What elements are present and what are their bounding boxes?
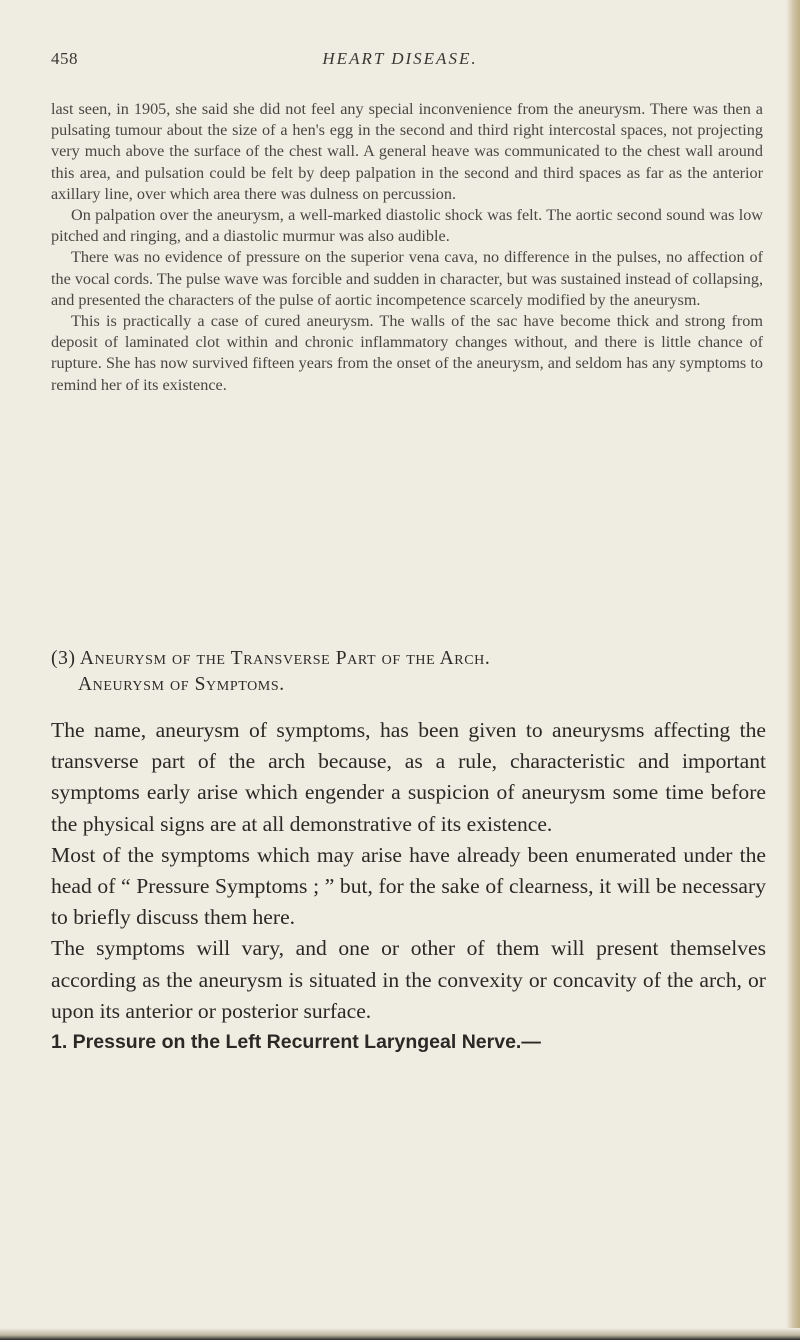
paragraph: last seen, in 1905, she said she did not feel any special inconvenience from the aneurysm. There was then a pulsating tumour about the size of a hen's egg in the second and third right intercostal spaces, not projecting very much above the surface of the chest wall. A general heave was communicated to the chest wall around this area, and pulsation could be felt by deep palpation in the second and third spaces as far as the anterior axillary line, over which area there was dulness on percussion. bbox=[51, 100, 763, 203]
page-bottom-edge bbox=[0, 1328, 800, 1340]
paragraph: On palpation over the aneurysm, a well-marked diastolic shock was felt. The aortic second sound was low pitched and ringing, and a diastolic murmur was also audible. bbox=[51, 206, 763, 246]
section-body bbox=[51, 715, 766, 1058]
section-heading-line-1: (3) Aneurysm of the Transverse Part of the Arch. bbox=[51, 648, 491, 669]
page-edge-shadow bbox=[786, 0, 800, 1340]
running-head: HEART DISEASE. bbox=[322, 49, 478, 68]
paragraph: The name, aneurysm of symptoms, has been given to aneurysms affecting the transverse part of the arch because, as a rule, characteristic and important symptoms early arise which engender a suspicion of aneurysm some time before the physical signs are at all demonstrative of its existence. bbox=[51, 718, 766, 836]
paragraph: The symptoms will vary, and one or other of them will present themselves according as the aneurysm is situated in the convexity or concavity of the arch, or upon its anterior or posterior surface. bbox=[51, 936, 766, 1023]
page-header bbox=[0, 49, 800, 79]
paragraph: There was no evidence of pressure on the superior vena cava, no difference in the pulses, no affection of the vocal cords. The pulse wave was forcible and sudden in character, but was sustained instead of collapsing, and presented the characters of the pulse of aortic incompetence scarcely modified by the aneurysm. bbox=[51, 248, 763, 309]
paragraph: This is practically a case of cured aneurysm. The walls of the sac have become thick and strong from deposit of laminated clot within and chronic inflammatory changes without, and there is little chance of rupture. She has now survived fifteen years from the onset of the aneurysm, and seldom has any symptoms to remind her of its existence. bbox=[51, 312, 763, 394]
section-heading-line-2: Aneurysm of Symptoms. bbox=[78, 674, 285, 695]
page-number: 458 bbox=[51, 49, 78, 68]
case-report-text bbox=[51, 99, 763, 396]
subsection-heading: 1. Pressure on the Left Recurrent Laryngeal Nerve.— bbox=[51, 1031, 541, 1054]
paragraph: Most of the symptoms which may arise have already been enumerated under the head of “ Pressure Symptoms ; ” but, for the sake of clearness, it will be necessary to briefly discuss them here. bbox=[51, 842, 766, 930]
section-heading bbox=[51, 646, 771, 698]
